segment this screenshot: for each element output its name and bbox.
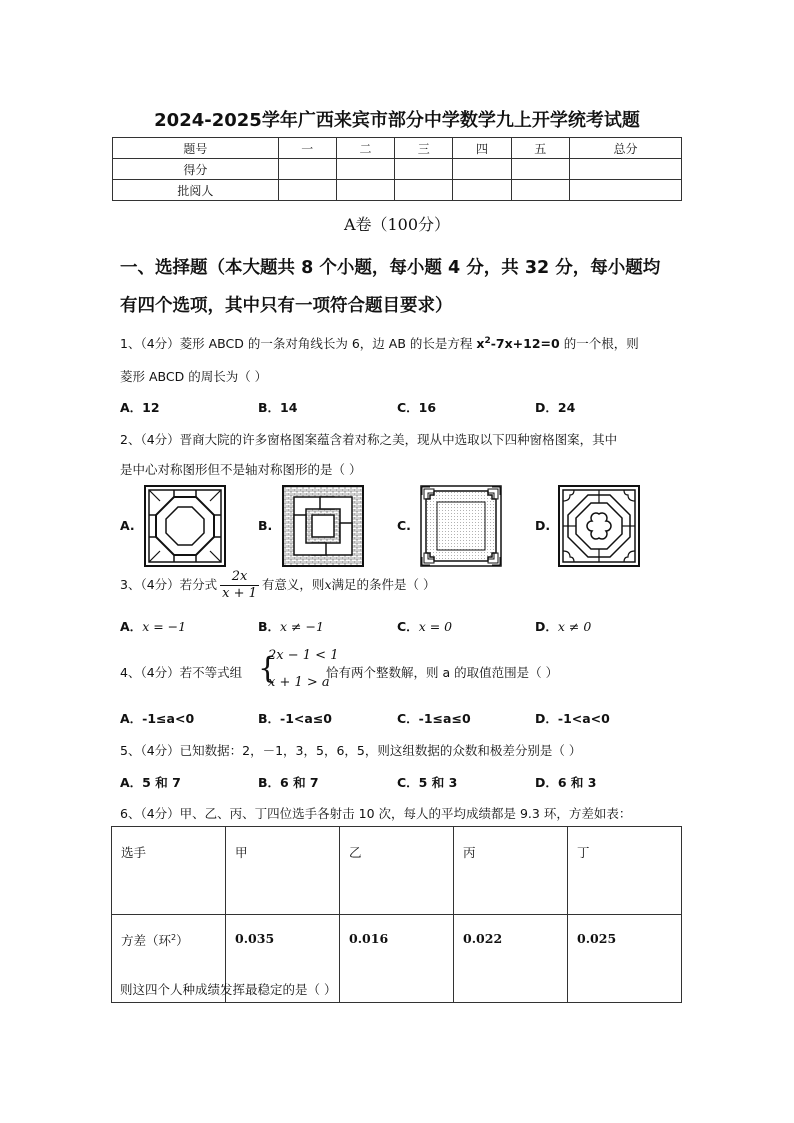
option-label: D． bbox=[535, 619, 558, 634]
score-cell[interactable] bbox=[569, 159, 681, 180]
window-pattern-b[interactable] bbox=[282, 485, 364, 567]
score-cell[interactable] bbox=[395, 180, 453, 201]
variance-header-cell: 丙 bbox=[454, 827, 568, 915]
score-header-cell: 五 bbox=[511, 138, 569, 159]
variance-header-cell: 选手 bbox=[112, 827, 226, 915]
question-3-text: 3、（4分）若分式 bbox=[120, 577, 218, 592]
score-header-cell: 题号 bbox=[113, 138, 279, 159]
q5-option-c[interactable]: C．5 和 3 bbox=[397, 775, 458, 790]
window-pattern-a[interactable] bbox=[144, 485, 226, 567]
q4-option-c[interactable]: C．-1≤a≤0 bbox=[397, 711, 471, 726]
brace-symbol: { bbox=[258, 651, 278, 686]
q2-option-a-label[interactable]: A. bbox=[120, 518, 135, 533]
row-label-close: ） bbox=[176, 933, 189, 948]
variance-value: 0.035 bbox=[226, 915, 340, 1003]
question-5: 5、（4分）已知数据：2，－1，3，5，6，5，则这组数据的众数和极差分别是（ ） bbox=[120, 743, 582, 758]
variance-header-cell: 乙 bbox=[340, 827, 454, 915]
inequality-2: x + 1 > a bbox=[268, 675, 330, 690]
score-table-header-row bbox=[113, 138, 682, 159]
row-label-text: 方差（环 bbox=[121, 933, 172, 948]
question-4-pre: 4、（4分）若不等式组 bbox=[120, 665, 243, 680]
row-label-exponent: 2 bbox=[171, 932, 177, 942]
variable-x: x bbox=[324, 577, 332, 592]
question-3-text-end: 满足的条件是（ ） bbox=[331, 577, 436, 592]
option-expr: x ≠ 0 bbox=[557, 619, 592, 634]
option-label: B． bbox=[258, 619, 281, 634]
q3-option-c[interactable] bbox=[397, 617, 452, 635]
eq-var: x bbox=[476, 336, 485, 351]
variance-header-row bbox=[112, 827, 682, 915]
score-table-row bbox=[113, 180, 682, 201]
score-cell[interactable] bbox=[278, 180, 336, 201]
score-cell[interactable] bbox=[278, 159, 336, 180]
q3-option-d[interactable] bbox=[535, 617, 591, 635]
page-title: 2024-2025学年广西来宾市部分中学数学九上开学统考试题 bbox=[154, 110, 640, 131]
fraction-numerator: 2x bbox=[220, 569, 259, 586]
score-row-label: 批阅人 bbox=[113, 180, 279, 201]
q2-option-b-label[interactable]: B. bbox=[258, 518, 273, 533]
variance-value: 0.016 bbox=[340, 915, 454, 1003]
question-2-line1: 2、（4分）晋商大院的许多窗格图案蕴含着对称之美，现从中选取以下四种窗格图案，其中 bbox=[120, 432, 618, 447]
q4-option-b[interactable]: B．-1<a≤0 bbox=[258, 711, 332, 726]
question-1-text: 1、（4分）菱形 ABCD 的一条对角线长为 6，边 AB 的长是方程 bbox=[120, 336, 473, 351]
variance-table bbox=[111, 826, 682, 1003]
inequality-1: 2x − 1 < 1 bbox=[268, 648, 339, 663]
variance-value: 0.025 bbox=[568, 915, 682, 1003]
option-expr: x = 0 bbox=[418, 619, 453, 634]
score-header-cell: 四 bbox=[453, 138, 511, 159]
score-cell[interactable] bbox=[453, 159, 511, 180]
question-1-line1 bbox=[120, 334, 639, 352]
question-3 bbox=[120, 569, 435, 602]
score-table-row bbox=[113, 159, 682, 180]
question-6: 6、（4分）甲、乙、丙、丁四位选手各射击 10 次，每人的平均成绩都是 9.3 环，方差如表： bbox=[120, 806, 632, 821]
question-6-prompt: 则这四个人种成绩发挥最稳定的是（ ） bbox=[120, 982, 337, 997]
question-1-text-end: 的一个根，则 bbox=[563, 336, 639, 351]
section-heading-line2: 有四个选项，其中只有一项符合题目要求） bbox=[120, 296, 453, 316]
score-header-cell: 一 bbox=[278, 138, 336, 159]
q5-option-a[interactable]: A．5 和 7 bbox=[120, 775, 181, 790]
q1-option-c[interactable]: C．16 bbox=[397, 400, 437, 415]
q1-option-a[interactable]: A．12 bbox=[120, 400, 160, 415]
option-expr: x ≠ −1 bbox=[280, 619, 324, 634]
volume-heading: A卷（100分） bbox=[343, 215, 451, 234]
option-label: A． bbox=[120, 619, 143, 634]
score-row-label: 得分 bbox=[113, 159, 279, 180]
score-cell[interactable] bbox=[336, 159, 394, 180]
score-header-cell: 总分 bbox=[569, 138, 681, 159]
score-cell[interactable] bbox=[511, 180, 569, 201]
option-label: C． bbox=[397, 619, 419, 634]
eq-exponent: 2 bbox=[484, 335, 491, 346]
eq-rest: -7x+12=0 bbox=[490, 336, 560, 351]
score-header-cell: 二 bbox=[336, 138, 394, 159]
score-cell[interactable] bbox=[336, 180, 394, 201]
fraction bbox=[220, 569, 259, 602]
score-header-cell: 三 bbox=[395, 138, 453, 159]
q3-option-b[interactable] bbox=[258, 617, 324, 635]
q5-option-d[interactable]: D．6 和 3 bbox=[535, 775, 597, 790]
q1-option-b[interactable]: B．14 bbox=[258, 400, 298, 415]
question-1-line2: 菱形 ABCD 的周长为（ ） bbox=[120, 369, 268, 384]
question-1-equation bbox=[476, 336, 559, 351]
score-table bbox=[112, 137, 682, 201]
q1-option-d[interactable]: D．24 bbox=[535, 400, 576, 415]
variance-header-cell: 丁 bbox=[568, 827, 682, 915]
q4-option-a[interactable]: A．-1≤a<0 bbox=[120, 711, 195, 726]
fraction-denominator: x + 1 bbox=[222, 586, 257, 601]
q3-option-a[interactable] bbox=[120, 617, 186, 635]
score-cell[interactable] bbox=[511, 159, 569, 180]
question-4-post: 恰有两个整数解，则 a 的取值范围是（ ） bbox=[326, 665, 559, 680]
score-cell[interactable] bbox=[569, 180, 681, 201]
question-2-line2: 是中心对称图形但不是轴对称图形的是（ ） bbox=[120, 462, 362, 477]
window-pattern-d[interactable] bbox=[558, 485, 640, 567]
window-pattern-c[interactable] bbox=[420, 485, 502, 567]
score-cell[interactable] bbox=[395, 159, 453, 180]
section-heading-line1: 一、选择题（本大题共 8 个小题，每小题 4 分，共 32 分，每小题均 bbox=[120, 258, 661, 278]
q4-option-d[interactable]: D．-1<a<0 bbox=[535, 711, 610, 726]
question-3-text-mid: 有意义，则 bbox=[261, 577, 325, 592]
q2-option-d-label[interactable]: D. bbox=[535, 518, 551, 533]
score-cell[interactable] bbox=[453, 180, 511, 201]
q5-option-b[interactable]: B．6 和 7 bbox=[258, 775, 319, 790]
option-expr: x = −1 bbox=[142, 619, 187, 634]
variance-value: 0.022 bbox=[454, 915, 568, 1003]
q2-option-c-label[interactable]: C. bbox=[397, 518, 411, 533]
variance-header-cell: 甲 bbox=[226, 827, 340, 915]
